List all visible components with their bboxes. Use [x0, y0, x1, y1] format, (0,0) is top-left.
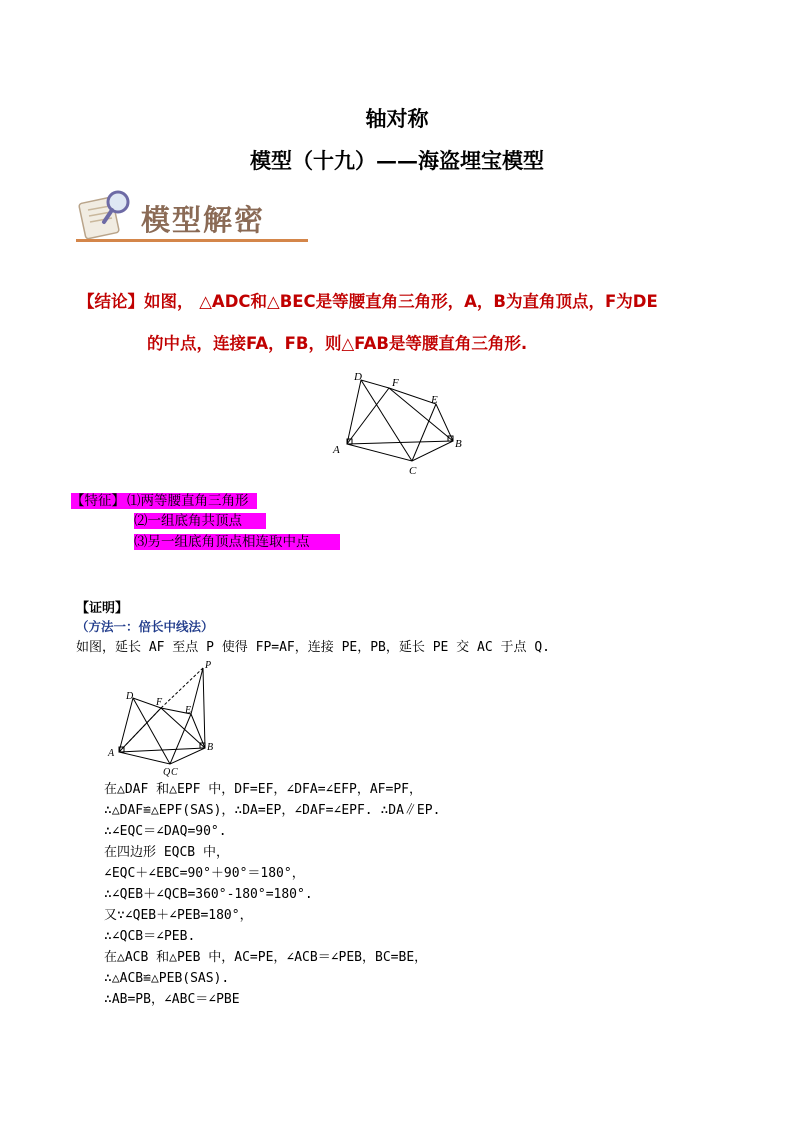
notepad-magnifier-icon	[76, 186, 136, 244]
proof-heading: 【证明】	[76, 601, 129, 616]
proof-step: ∴∠QEB＋∠QCB=360°-180°=180°.	[104, 887, 313, 902]
figure1-label-d: D	[354, 371, 362, 383]
proof-step: ∴△ACB≌△PEB(SAS).	[104, 971, 230, 986]
figure2-label-e: E	[185, 705, 192, 716]
proof-steps	[104, 779, 440, 1010]
figure1-label-f: F	[392, 377, 399, 389]
proof-step: 又∵∠QEB＋∠PEB=180°，	[104, 908, 253, 923]
proof-step: 在△ACB 和△PEB 中，AC=PE，∠ACB＝∠PEB，BC=BE，	[104, 950, 428, 965]
banner-underline	[76, 239, 308, 242]
figure2-label-b: B	[207, 742, 214, 753]
feature-item-3: ⑶另一组底角顶点相连取中点	[134, 534, 340, 550]
figure2-label-d: D	[126, 691, 134, 702]
figure2-label-a: A	[108, 748, 115, 759]
proof-step: 在△DAF 和△EPF 中，DF=EF，∠DFA=∠EFP，AF=PF，	[104, 782, 422, 797]
proof-method: （方法一：倍长中线法）	[76, 619, 214, 634]
proof-step: ∴∠QCB＝∠PEB.	[104, 929, 196, 944]
features-bracket: 【特征】	[71, 493, 125, 509]
proof-step: ∴△DAF≌△EPF(SAS)，∴DA=EP，∠DAF=∠EPF. ∴DA∥EP.	[104, 803, 441, 818]
conclusion-text-1: 如图， △ADC和△BEC是等腰直角三角形，A，B为直角顶点，F为DE	[144, 292, 658, 311]
features-line-3	[134, 533, 340, 551]
conclusion-line-1	[78, 291, 658, 313]
figure2-label-c: C	[171, 767, 178, 778]
proof-step: ∴∠EQC＝∠DAQ=90°.	[104, 824, 227, 839]
figure-proof	[100, 656, 230, 778]
page-title: 轴对称	[365, 106, 429, 131]
proof-step: ∠EQC＋∠EBC=90°＋90°＝180°，	[104, 866, 305, 881]
figure2-label-q: Q	[163, 767, 171, 778]
figure-conclusion	[328, 370, 474, 480]
feature-item-2: ⑵一组底角共顶点	[134, 513, 266, 529]
figure1-label-c: C	[409, 465, 417, 477]
section-banner	[76, 186, 308, 246]
proof-step: 在四边形 EQCB 中，	[104, 845, 229, 860]
figure1-label-b: B	[455, 438, 462, 450]
features-line-1	[71, 492, 257, 510]
conclusion-line-2: 的中点，连接FA，FB，则△FAB是等腰直角三角形.	[147, 334, 528, 353]
page-subtitle: 模型（十九）——海盗埋宝模型	[250, 148, 544, 173]
figure1-label-e: E	[431, 394, 438, 406]
features-line-2	[134, 512, 266, 530]
figure2-label-p: P	[205, 660, 212, 671]
proof-intro: 如图，延长 AF 至点 P 使得 FP=AF，连接 PE，PB，延长 PE 交 AC 于点 Q.	[76, 640, 550, 655]
proof-step: ∴AB=PB，∠ABC＝∠PBE	[104, 992, 240, 1007]
feature-item-1: ⑴两等腰直角三角形	[127, 493, 257, 509]
conclusion-bracket: 【结论】	[78, 292, 144, 311]
figure1-label-a: A	[333, 444, 340, 456]
figure2-label-f: F	[156, 697, 163, 708]
banner-text: 模型解密	[141, 203, 266, 237]
